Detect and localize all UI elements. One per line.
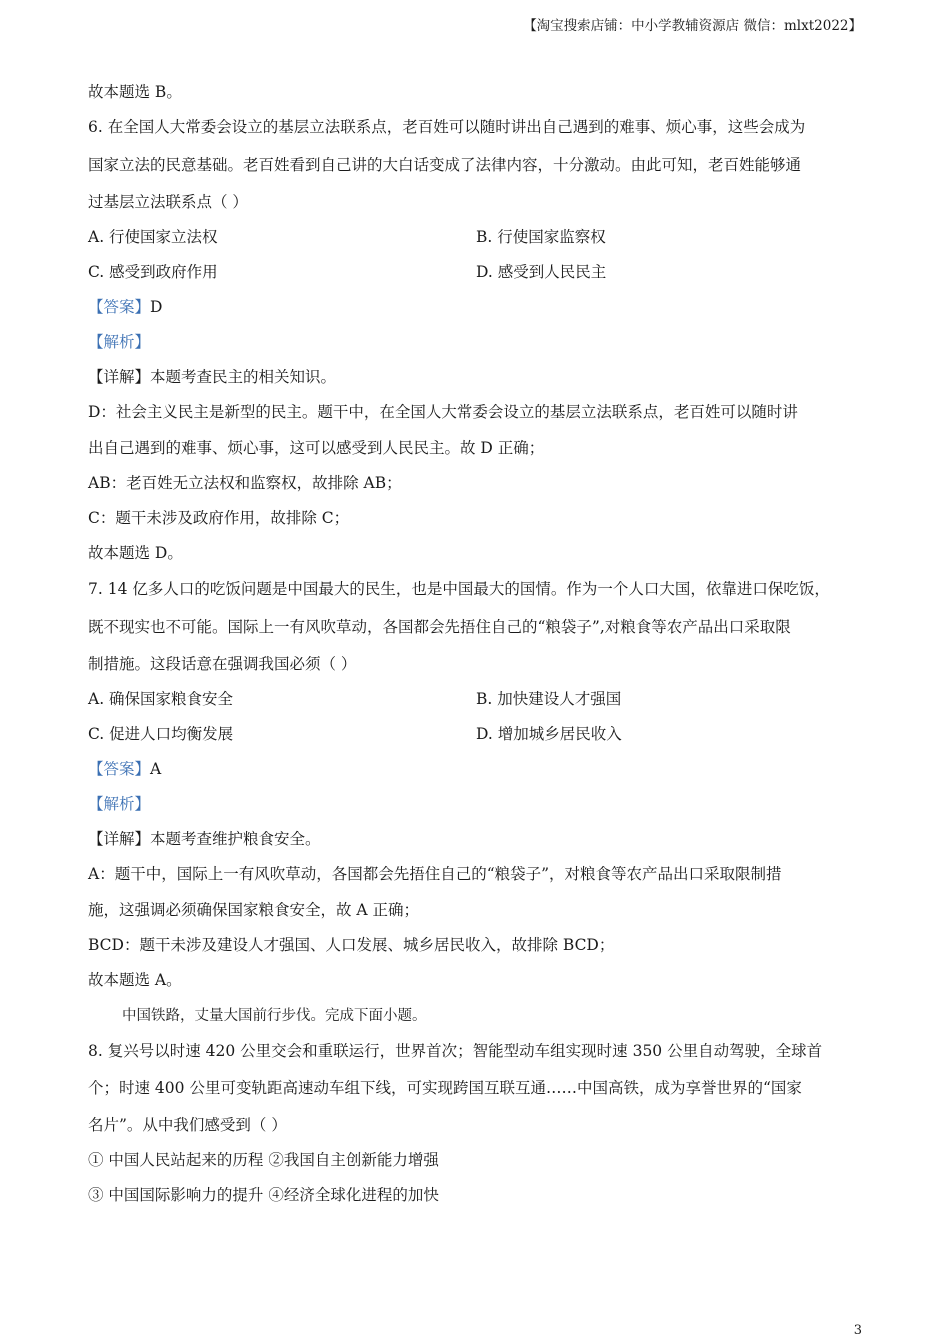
question-8-stem: 8. 复兴号以时速 420 公里交会和重联运行，世界首次；智能型动车组实现时速 350 公里自动驾驶，全球首 — [88, 1042, 823, 1060]
analysis-label: 【解析】 — [88, 333, 151, 351]
option-b: B. 加快建设人才强国 — [476, 690, 622, 708]
explanation-line: 故本题选 D。 — [88, 544, 183, 562]
explanation-line: 故本题选 A。 — [88, 971, 182, 989]
answer-line — [88, 297, 162, 317]
page-header: 【淘宝搜索店铺：中小学教辅资源店 微信：mlxt2022】 — [523, 18, 862, 34]
question-8-options: ③ 中国国际影响力的提升 ④经济全球化进程的加快 — [88, 1186, 439, 1204]
question-8-options: ① 中国人民站起来的历程 ②我国自主创新能力增强 — [88, 1151, 439, 1169]
answer-value: D — [150, 298, 163, 316]
text-line: 故本题选 B。 — [88, 83, 182, 101]
explanation-line: 【详解】本题考查维护粮食安全。 — [88, 830, 321, 848]
option-b: B. 行使国家监察权 — [476, 228, 606, 246]
explanation-line: 出自己遇到的难事、烦心事，这可以感受到人民民主。故 D 正确； — [88, 439, 545, 457]
explanation-line: A：题干中，国际上一有风吹草动，各国都会先捂住自己的“粮袋子”，对粮食等农产品出口采取限制措 — [88, 865, 782, 883]
option-c: C. 促进人口均衡发展 — [88, 725, 234, 743]
question-6-stem: 6. 在全国人大常委会设立的基层立法联系点，老百姓可以随时讲出自己遇到的难事、烦心事，这些会成为 — [88, 118, 806, 136]
answer-line — [88, 759, 161, 779]
explanation-line: BCD：题干未涉及建设人才强国、人口发展、城乡居民收入，故排除 BCD； — [88, 936, 615, 954]
answer-label: 【答案】 — [88, 298, 151, 316]
question-8-stem: 名片”。从中我们感受到（ ） — [88, 1116, 287, 1134]
page-number: 3 — [853, 1323, 862, 1338]
question-6-stem: 过基层立法联系点（ ） — [88, 193, 248, 211]
option-d: D. 感受到人民民主 — [476, 263, 607, 281]
answer-value: A — [150, 760, 162, 778]
explanation-line: D：社会主义民主是新型的民主。题干中，在全国人大常委会设立的基层立法联系点，老百姓可以随时讲 — [88, 403, 798, 421]
option-d: D. 增加城乡居民收入 — [476, 725, 622, 743]
question-8-stem: 个；时速 400 公里可变轨距高速动车组下线，可实现跨国互联互通……中国高铁，成为享誉世界的“国家 — [88, 1079, 802, 1097]
question-7-stem: 7. 14 亿多人口的吃饭问题是中国最大的民生，也是中国最大的国情。作为一个人口大国，依靠进口保吃饭， — [88, 580, 830, 598]
question-7-stem: 制措施。这段话意在强调我国必须（ ） — [88, 655, 357, 673]
option-c: C. 感受到政府作用 — [88, 263, 218, 281]
question-7-stem: 既不现实也不可能。国际上一有风吹草动，各国都会先捂住自己的“粮袋子”,对粮食等农产品出口采取限 — [88, 618, 791, 636]
answer-label: 【答案】 — [88, 760, 151, 778]
analysis-label: 【解析】 — [88, 795, 151, 813]
option-a: A. 行使国家立法权 — [88, 228, 218, 246]
question-6-stem: 国家立法的民意基础。老百姓看到自己讲的大白话变成了法律内容，十分激动。由此可知，老百姓能够通 — [88, 156, 802, 174]
explanation-line: 施，这强调必须确保国家粮食安全，故 A 正确； — [88, 901, 420, 919]
explanation-line: 【详解】本题考查民主的相关知识。 — [88, 368, 337, 386]
option-a: A. 确保国家粮食安全 — [88, 690, 234, 708]
section-intro: 中国铁路，丈量大国前行步伐。完成下面小题。 — [122, 1008, 427, 1024]
explanation-line: C：题干未涉及政府作用，故排除 C； — [88, 509, 350, 527]
explanation-line: AB：老百姓无立法权和监察权，故排除 AB； — [88, 474, 402, 492]
